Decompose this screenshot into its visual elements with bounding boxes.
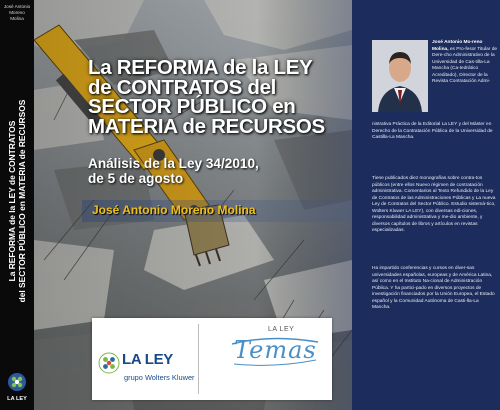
series-name: Temas [234,336,317,364]
author-bio-intro [432,40,498,86]
author-conferences: Ha impartido conferencias y cursos en diver-sas universidades españolas, europeas y de América Latina, así como en el Instituto Na-cional de Administración Pública. Y ha partici-pado en diversos proyectos de investigación financiados por la Unión Europea, el Estado español y la Comunidad Autónoma de Casti-lla-La Mancha. [372,266,495,310]
spine-title-line-1: La REFORMA de la LEY de CONTRATOS [7,120,17,282]
publisher-logo-panel [92,318,332,400]
author-portrait [372,40,428,112]
laley-globe-icon [98,352,120,374]
publisher-name: LA LEY [122,351,173,368]
spine-author: José Antonio Moreno Molina [3,4,31,21]
book-author: José Antonio Moreno Molina [92,203,256,217]
laley-globe-icon [7,372,27,392]
book-spine [0,0,34,410]
author-bio-name: José Antonio Mo-reno Molina, [432,40,483,52]
book-title: La REFORMA de la LEY de CONTRATOS del SECTOR PÚBLICO en MATERIA de RECURSOS [88,56,325,138]
spine-title-line-2: del SECTOR PÚBLICO en MATERIA de RECURSOS [17,99,27,303]
spine-title-wrap [3,36,31,366]
author-bar [82,200,352,222]
spine-title [7,36,27,366]
author-publications: Tiene publicados diez monografías sobre contra-tos públicos (entre ellos Nuevo régimen de contratación administrativa. Comentarios al Texto Refundido de la Ley de Contratos de las Administraciones Públicas y La nueva Ley de Contratos del Sector Público. Estudio sistemá-tico, Wolters Kluwer LA LEY), con diversas edi-ciones, responsabilidad administrativa y me-dio ambiente, y diversos capítulos de libros y artículos en revistas especializadas. [372,176,496,233]
logo-divider [198,324,199,394]
author-bio-continuation: nistrativa Práctica de la Editorial La LEY y del Máster en Derecho de la Contratación Pública de la Universidad de Castilla-La Mancha. [372,122,493,140]
series-super-label: LA LEY [268,326,295,333]
publisher-group: grupo Wolters Kluwer [124,373,195,382]
book-subtitle: Análisis de la Ley 34/2010, de 5 de agosto [88,156,259,186]
front-cover [34,0,352,410]
back-cover [352,0,500,410]
spine-publisher: LA LEY [7,396,27,402]
author-bio-intro-text: es Pro-fesor Titular de Dere-cho Administrativo de la Universidad de Cas-tilla-La Mancha (Ca-tedrático Acreditado), Director de la Revista Contratación Admi- [432,46,498,84]
